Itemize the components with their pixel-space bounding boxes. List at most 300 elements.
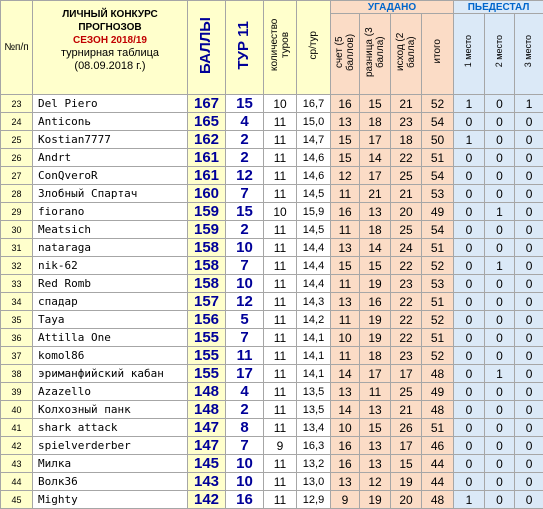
guessed-outcome: 20 xyxy=(391,491,422,509)
guessed-outcome: 21 xyxy=(391,185,422,203)
tours-count: 11 xyxy=(264,113,297,131)
subtitle-line1: турнирная таблица xyxy=(33,47,187,60)
points: 162 xyxy=(188,131,226,149)
guessed-outcome: 23 xyxy=(391,275,422,293)
avg-per-tour: 14,1 xyxy=(297,365,331,383)
place2-count: 0 xyxy=(485,347,515,365)
place1-count: 1 xyxy=(454,95,485,113)
row-number: 31 xyxy=(1,239,33,257)
place3-count: 0 xyxy=(515,491,543,509)
place3-count: 0 xyxy=(515,365,543,383)
place3-count: 0 xyxy=(515,203,543,221)
table-row xyxy=(1,221,543,239)
place3-count: 0 xyxy=(515,401,543,419)
table-row xyxy=(1,455,543,473)
group-header-podium: ПЬЕДЕСТАЛ xyxy=(454,1,543,14)
player-name: Mighty xyxy=(33,491,188,509)
table-row xyxy=(1,185,543,203)
title-line2: ПРОГНОЗОВ xyxy=(33,21,187,34)
tours-count: 11 xyxy=(264,473,297,491)
guessed-diff: 17 xyxy=(360,167,391,185)
player-name: komol86 xyxy=(33,347,188,365)
place3-count: 0 xyxy=(515,275,543,293)
place3-count: 0 xyxy=(515,185,543,203)
row-number: 28 xyxy=(1,185,33,203)
tours-count: 11 xyxy=(264,131,297,149)
avg-per-tour: 13,2 xyxy=(297,455,331,473)
place3-count: 0 xyxy=(515,419,543,437)
place2-count: 0 xyxy=(485,455,515,473)
row-number: 29 xyxy=(1,203,33,221)
points: 160 xyxy=(188,185,226,203)
tours-count: 11 xyxy=(264,257,297,275)
place3-count: 0 xyxy=(515,131,543,149)
tours-count: 9 xyxy=(264,437,297,455)
guessed-total: 50 xyxy=(422,131,454,149)
guessed-outcome: 17 xyxy=(391,437,422,455)
player-name: эриманфийский кабан xyxy=(33,365,188,383)
tour-points: 7 xyxy=(226,257,264,275)
row-number: 42 xyxy=(1,437,33,455)
guessed-outcome: 24 xyxy=(391,239,422,257)
guessed-outcome: 22 xyxy=(391,329,422,347)
tour-points: 2 xyxy=(226,401,264,419)
guessed-diff: 21 xyxy=(360,185,391,203)
avg-per-tour: 15,9 xyxy=(297,203,331,221)
tour-points: 10 xyxy=(226,455,264,473)
col-header-outcome: исход (2 балла) xyxy=(391,14,422,95)
tours-count: 11 xyxy=(264,221,297,239)
place3-count: 0 xyxy=(515,149,543,167)
guessed-total: 49 xyxy=(422,383,454,401)
avg-per-tour: 15,0 xyxy=(297,113,331,131)
place1-count: 0 xyxy=(454,365,485,383)
tour-points: 2 xyxy=(226,221,264,239)
guessed-score: 11 xyxy=(331,221,360,239)
guessed-score: 13 xyxy=(331,383,360,401)
avg-per-tour: 14,1 xyxy=(297,347,331,365)
guessed-diff: 15 xyxy=(360,419,391,437)
guessed-score: 11 xyxy=(331,185,360,203)
row-number: 38 xyxy=(1,365,33,383)
guessed-outcome: 23 xyxy=(391,347,422,365)
guessed-score: 15 xyxy=(331,149,360,167)
row-number: 25 xyxy=(1,131,33,149)
avg-per-tour: 14,6 xyxy=(297,149,331,167)
place3-count: 0 xyxy=(515,221,543,239)
points: 143 xyxy=(188,473,226,491)
place1-count: 0 xyxy=(454,185,485,203)
points: 165 xyxy=(188,113,226,131)
guessed-score: 13 xyxy=(331,473,360,491)
avg-per-tour: 14,6 xyxy=(297,167,331,185)
row-number: 41 xyxy=(1,419,33,437)
col-header-number: №п/п xyxy=(1,1,33,95)
guessed-outcome: 17 xyxy=(391,365,422,383)
guessed-total: 53 xyxy=(422,275,454,293)
table-row xyxy=(1,95,543,113)
points: 155 xyxy=(188,347,226,365)
table-row xyxy=(1,401,543,419)
guessed-outcome: 18 xyxy=(391,131,422,149)
avg-per-tour: 13,4 xyxy=(297,419,331,437)
row-number: 43 xyxy=(1,455,33,473)
col-header-place3: 3 место xyxy=(515,14,543,95)
guessed-diff: 16 xyxy=(360,293,391,311)
guessed-diff: 13 xyxy=(360,401,391,419)
place2-count: 0 xyxy=(485,95,515,113)
place2-count: 1 xyxy=(485,365,515,383)
table-row xyxy=(1,113,543,131)
guessed-diff: 19 xyxy=(360,311,391,329)
guessed-total: 46 xyxy=(422,437,454,455)
place2-count: 0 xyxy=(485,131,515,149)
tour-points: 15 xyxy=(226,95,264,113)
place1-count: 0 xyxy=(454,419,485,437)
table-row xyxy=(1,419,543,437)
tours-count: 11 xyxy=(264,419,297,437)
col-header-total: итого xyxy=(422,14,454,95)
guessed-outcome: 21 xyxy=(391,95,422,113)
tours-count: 11 xyxy=(264,455,297,473)
guessed-diff: 19 xyxy=(360,329,391,347)
guessed-score: 10 xyxy=(331,329,360,347)
guessed-total: 48 xyxy=(422,491,454,509)
tour-points: 5 xyxy=(226,311,264,329)
place2-count: 0 xyxy=(485,401,515,419)
player-name: Attilla One xyxy=(33,329,188,347)
place1-count: 0 xyxy=(454,239,485,257)
guessed-score: 16 xyxy=(331,437,360,455)
guessed-diff: 13 xyxy=(360,455,391,473)
place1-count: 0 xyxy=(454,437,485,455)
row-number: 36 xyxy=(1,329,33,347)
points: 158 xyxy=(188,257,226,275)
player-name: Andrt xyxy=(33,149,188,167)
points: 147 xyxy=(188,437,226,455)
guessed-score: 11 xyxy=(331,347,360,365)
tours-count: 11 xyxy=(264,365,297,383)
table-row xyxy=(1,131,543,149)
place3-count: 0 xyxy=(515,455,543,473)
guessed-outcome: 22 xyxy=(391,257,422,275)
guessed-diff: 15 xyxy=(360,95,391,113)
player-name: spielverderber xyxy=(33,437,188,455)
col-header-place2: 2 место xyxy=(485,14,515,95)
table-row xyxy=(1,275,543,293)
place3-count: 0 xyxy=(515,383,543,401)
guessed-outcome: 25 xyxy=(391,167,422,185)
player-name: nik-62 xyxy=(33,257,188,275)
tour-points: 10 xyxy=(226,275,264,293)
avg-per-tour: 16,7 xyxy=(297,95,331,113)
guessed-total: 52 xyxy=(422,311,454,329)
row-number: 37 xyxy=(1,347,33,365)
player-name: Meatsich xyxy=(33,221,188,239)
place1-count: 1 xyxy=(454,131,485,149)
guessed-total: 48 xyxy=(422,365,454,383)
player-name: Волк36 xyxy=(33,473,188,491)
row-number: 45 xyxy=(1,491,33,509)
guessed-diff: 18 xyxy=(360,347,391,365)
col-header-tours-count: количество туров xyxy=(264,1,297,95)
table-body xyxy=(1,95,543,509)
table-row xyxy=(1,203,543,221)
guessed-diff: 14 xyxy=(360,149,391,167)
place3-count: 0 xyxy=(515,239,543,257)
points: 155 xyxy=(188,365,226,383)
guessed-score: 10 xyxy=(331,419,360,437)
guessed-outcome: 22 xyxy=(391,293,422,311)
points: 148 xyxy=(188,383,226,401)
guessed-diff: 17 xyxy=(360,131,391,149)
guessed-total: 51 xyxy=(422,149,454,167)
guessed-total: 51 xyxy=(422,239,454,257)
guessed-diff: 17 xyxy=(360,365,391,383)
player-name: Милка xyxy=(33,455,188,473)
tour-points: 12 xyxy=(226,293,264,311)
place2-count: 0 xyxy=(485,239,515,257)
avg-per-tour: 14,4 xyxy=(297,257,331,275)
guessed-score: 16 xyxy=(331,95,360,113)
avg-per-tour: 14,1 xyxy=(297,329,331,347)
tour-points: 8 xyxy=(226,419,264,437)
row-number: 26 xyxy=(1,149,33,167)
guessed-score: 15 xyxy=(331,257,360,275)
points: 158 xyxy=(188,239,226,257)
guessed-score: 9 xyxy=(331,491,360,509)
place1-count: 0 xyxy=(454,149,485,167)
table-row xyxy=(1,437,543,455)
tours-count: 11 xyxy=(264,149,297,167)
avg-per-tour: 14,5 xyxy=(297,185,331,203)
guessed-outcome: 25 xyxy=(391,221,422,239)
table-row xyxy=(1,365,543,383)
guessed-total: 52 xyxy=(422,257,454,275)
tour-points: 4 xyxy=(226,113,264,131)
place1-count: 0 xyxy=(454,275,485,293)
place3-count: 0 xyxy=(515,167,543,185)
place2-count: 0 xyxy=(485,437,515,455)
guessed-score: 12 xyxy=(331,167,360,185)
points: 159 xyxy=(188,203,226,221)
place1-count: 0 xyxy=(454,203,485,221)
row-number: 24 xyxy=(1,113,33,131)
place2-count: 0 xyxy=(485,185,515,203)
points: 148 xyxy=(188,401,226,419)
place1-count: 0 xyxy=(454,293,485,311)
row-number: 34 xyxy=(1,293,33,311)
points: 167 xyxy=(188,95,226,113)
place1-count: 0 xyxy=(454,221,485,239)
place3-count: 0 xyxy=(515,329,543,347)
guessed-diff: 12 xyxy=(360,473,391,491)
tours-count: 10 xyxy=(264,95,297,113)
group-header-guessed: УГАДАНО xyxy=(331,1,454,14)
guessed-total: 52 xyxy=(422,347,454,365)
guessed-outcome: 25 xyxy=(391,383,422,401)
avg-per-tour: 14,5 xyxy=(297,221,331,239)
place2-count: 0 xyxy=(485,221,515,239)
guessed-total: 51 xyxy=(422,329,454,347)
place2-count: 0 xyxy=(485,383,515,401)
table-row xyxy=(1,293,543,311)
row-number: 30 xyxy=(1,221,33,239)
guessed-total: 51 xyxy=(422,419,454,437)
place2-count: 0 xyxy=(485,275,515,293)
tours-count: 11 xyxy=(264,347,297,365)
avg-per-tour: 14,4 xyxy=(297,239,331,257)
guessed-outcome: 22 xyxy=(391,311,422,329)
place2-count: 0 xyxy=(485,113,515,131)
player-name: Колхозный панк xyxy=(33,401,188,419)
tour-points: 7 xyxy=(226,185,264,203)
tour-points: 11 xyxy=(226,347,264,365)
guessed-total: 44 xyxy=(422,473,454,491)
points: 158 xyxy=(188,275,226,293)
tour-points: 2 xyxy=(226,149,264,167)
points: 156 xyxy=(188,311,226,329)
player-name: Kostian7777 xyxy=(33,131,188,149)
table-row xyxy=(1,347,543,365)
guessed-diff: 19 xyxy=(360,275,391,293)
tours-count: 11 xyxy=(264,329,297,347)
table-row xyxy=(1,383,543,401)
guessed-score: 13 xyxy=(331,239,360,257)
place2-count: 0 xyxy=(485,293,515,311)
place3-count: 0 xyxy=(515,257,543,275)
guessed-outcome: 20 xyxy=(391,203,422,221)
guessed-outcome: 22 xyxy=(391,149,422,167)
guessed-diff: 18 xyxy=(360,221,391,239)
guessed-total: 48 xyxy=(422,401,454,419)
place1-count: 0 xyxy=(454,257,485,275)
row-number: 40 xyxy=(1,401,33,419)
place2-count: 0 xyxy=(485,329,515,347)
season-label: СЕЗОН 2018/19 xyxy=(33,34,187,47)
player-name: Taya xyxy=(33,311,188,329)
place2-count: 0 xyxy=(485,491,515,509)
place1-count: 0 xyxy=(454,473,485,491)
player-name: спадар xyxy=(33,293,188,311)
place2-count: 1 xyxy=(485,203,515,221)
guessed-outcome: 19 xyxy=(391,473,422,491)
row-number: 32 xyxy=(1,257,33,275)
points: 155 xyxy=(188,329,226,347)
place3-count: 0 xyxy=(515,437,543,455)
avg-per-tour: 14,4 xyxy=(297,275,331,293)
guessed-total: 54 xyxy=(422,113,454,131)
row-number: 39 xyxy=(1,383,33,401)
table-row xyxy=(1,167,543,185)
row-number: 23 xyxy=(1,95,33,113)
place2-count: 0 xyxy=(485,311,515,329)
guessed-diff: 13 xyxy=(360,203,391,221)
player-name: Anticonь xyxy=(33,113,188,131)
avg-per-tour: 14,7 xyxy=(297,131,331,149)
place3-count: 0 xyxy=(515,473,543,491)
tour-points: 7 xyxy=(226,437,264,455)
place2-count: 0 xyxy=(485,473,515,491)
table-row xyxy=(1,473,543,491)
table-header xyxy=(1,1,543,95)
table-row xyxy=(1,311,543,329)
guessed-total: 52 xyxy=(422,95,454,113)
col-header-place1: 1 место xyxy=(454,14,485,95)
guessed-total: 44 xyxy=(422,455,454,473)
place2-count: 1 xyxy=(485,257,515,275)
place1-count: 0 xyxy=(454,311,485,329)
guessed-outcome: 15 xyxy=(391,455,422,473)
guessed-total: 49 xyxy=(422,203,454,221)
guessed-score: 16 xyxy=(331,203,360,221)
guessed-diff: 11 xyxy=(360,383,391,401)
points: 161 xyxy=(188,167,226,185)
tours-count: 11 xyxy=(264,275,297,293)
place2-count: 0 xyxy=(485,167,515,185)
row-number: 35 xyxy=(1,311,33,329)
place3-count: 0 xyxy=(515,311,543,329)
place3-count: 0 xyxy=(515,293,543,311)
place1-count: 1 xyxy=(454,491,485,509)
row-number: 44 xyxy=(1,473,33,491)
avg-per-tour: 13,5 xyxy=(297,383,331,401)
guessed-score: 16 xyxy=(331,455,360,473)
tours-count: 11 xyxy=(264,401,297,419)
tours-count: 11 xyxy=(264,167,297,185)
place3-count: 1 xyxy=(515,95,543,113)
tours-count: 11 xyxy=(264,185,297,203)
guessed-score: 14 xyxy=(331,365,360,383)
guessed-score: 15 xyxy=(331,131,360,149)
place1-count: 0 xyxy=(454,113,485,131)
guessed-score: 11 xyxy=(331,275,360,293)
tours-count: 11 xyxy=(264,293,297,311)
row-number: 27 xyxy=(1,167,33,185)
guessed-outcome: 21 xyxy=(391,401,422,419)
place1-count: 0 xyxy=(454,347,485,365)
col-header-points: БАЛЛЫ xyxy=(188,1,226,95)
table-row xyxy=(1,149,543,167)
tour-points: 12 xyxy=(226,167,264,185)
tours-count: 11 xyxy=(264,491,297,509)
guessed-outcome: 23 xyxy=(391,113,422,131)
place2-count: 0 xyxy=(485,149,515,167)
tour-points: 17 xyxy=(226,365,264,383)
points: 147 xyxy=(188,419,226,437)
points: 157 xyxy=(188,293,226,311)
guessed-diff: 18 xyxy=(360,113,391,131)
avg-per-tour: 14,2 xyxy=(297,311,331,329)
points: 159 xyxy=(188,221,226,239)
table-row xyxy=(1,491,543,509)
player-name: nataraga xyxy=(33,239,188,257)
tour-points: 2 xyxy=(226,131,264,149)
avg-per-tour: 14,3 xyxy=(297,293,331,311)
avg-per-tour: 13,5 xyxy=(297,401,331,419)
tour-points: 7 xyxy=(226,329,264,347)
guessed-total: 53 xyxy=(422,185,454,203)
place3-count: 0 xyxy=(515,347,543,365)
guessed-score: 13 xyxy=(331,113,360,131)
place2-count: 0 xyxy=(485,419,515,437)
table-row xyxy=(1,239,543,257)
player-name: Red Romb xyxy=(33,275,188,293)
place1-count: 0 xyxy=(454,167,485,185)
player-name: Del Piero xyxy=(33,95,188,113)
col-header-avg: ср/тур xyxy=(297,1,331,95)
player-name: shark attack xyxy=(33,419,188,437)
